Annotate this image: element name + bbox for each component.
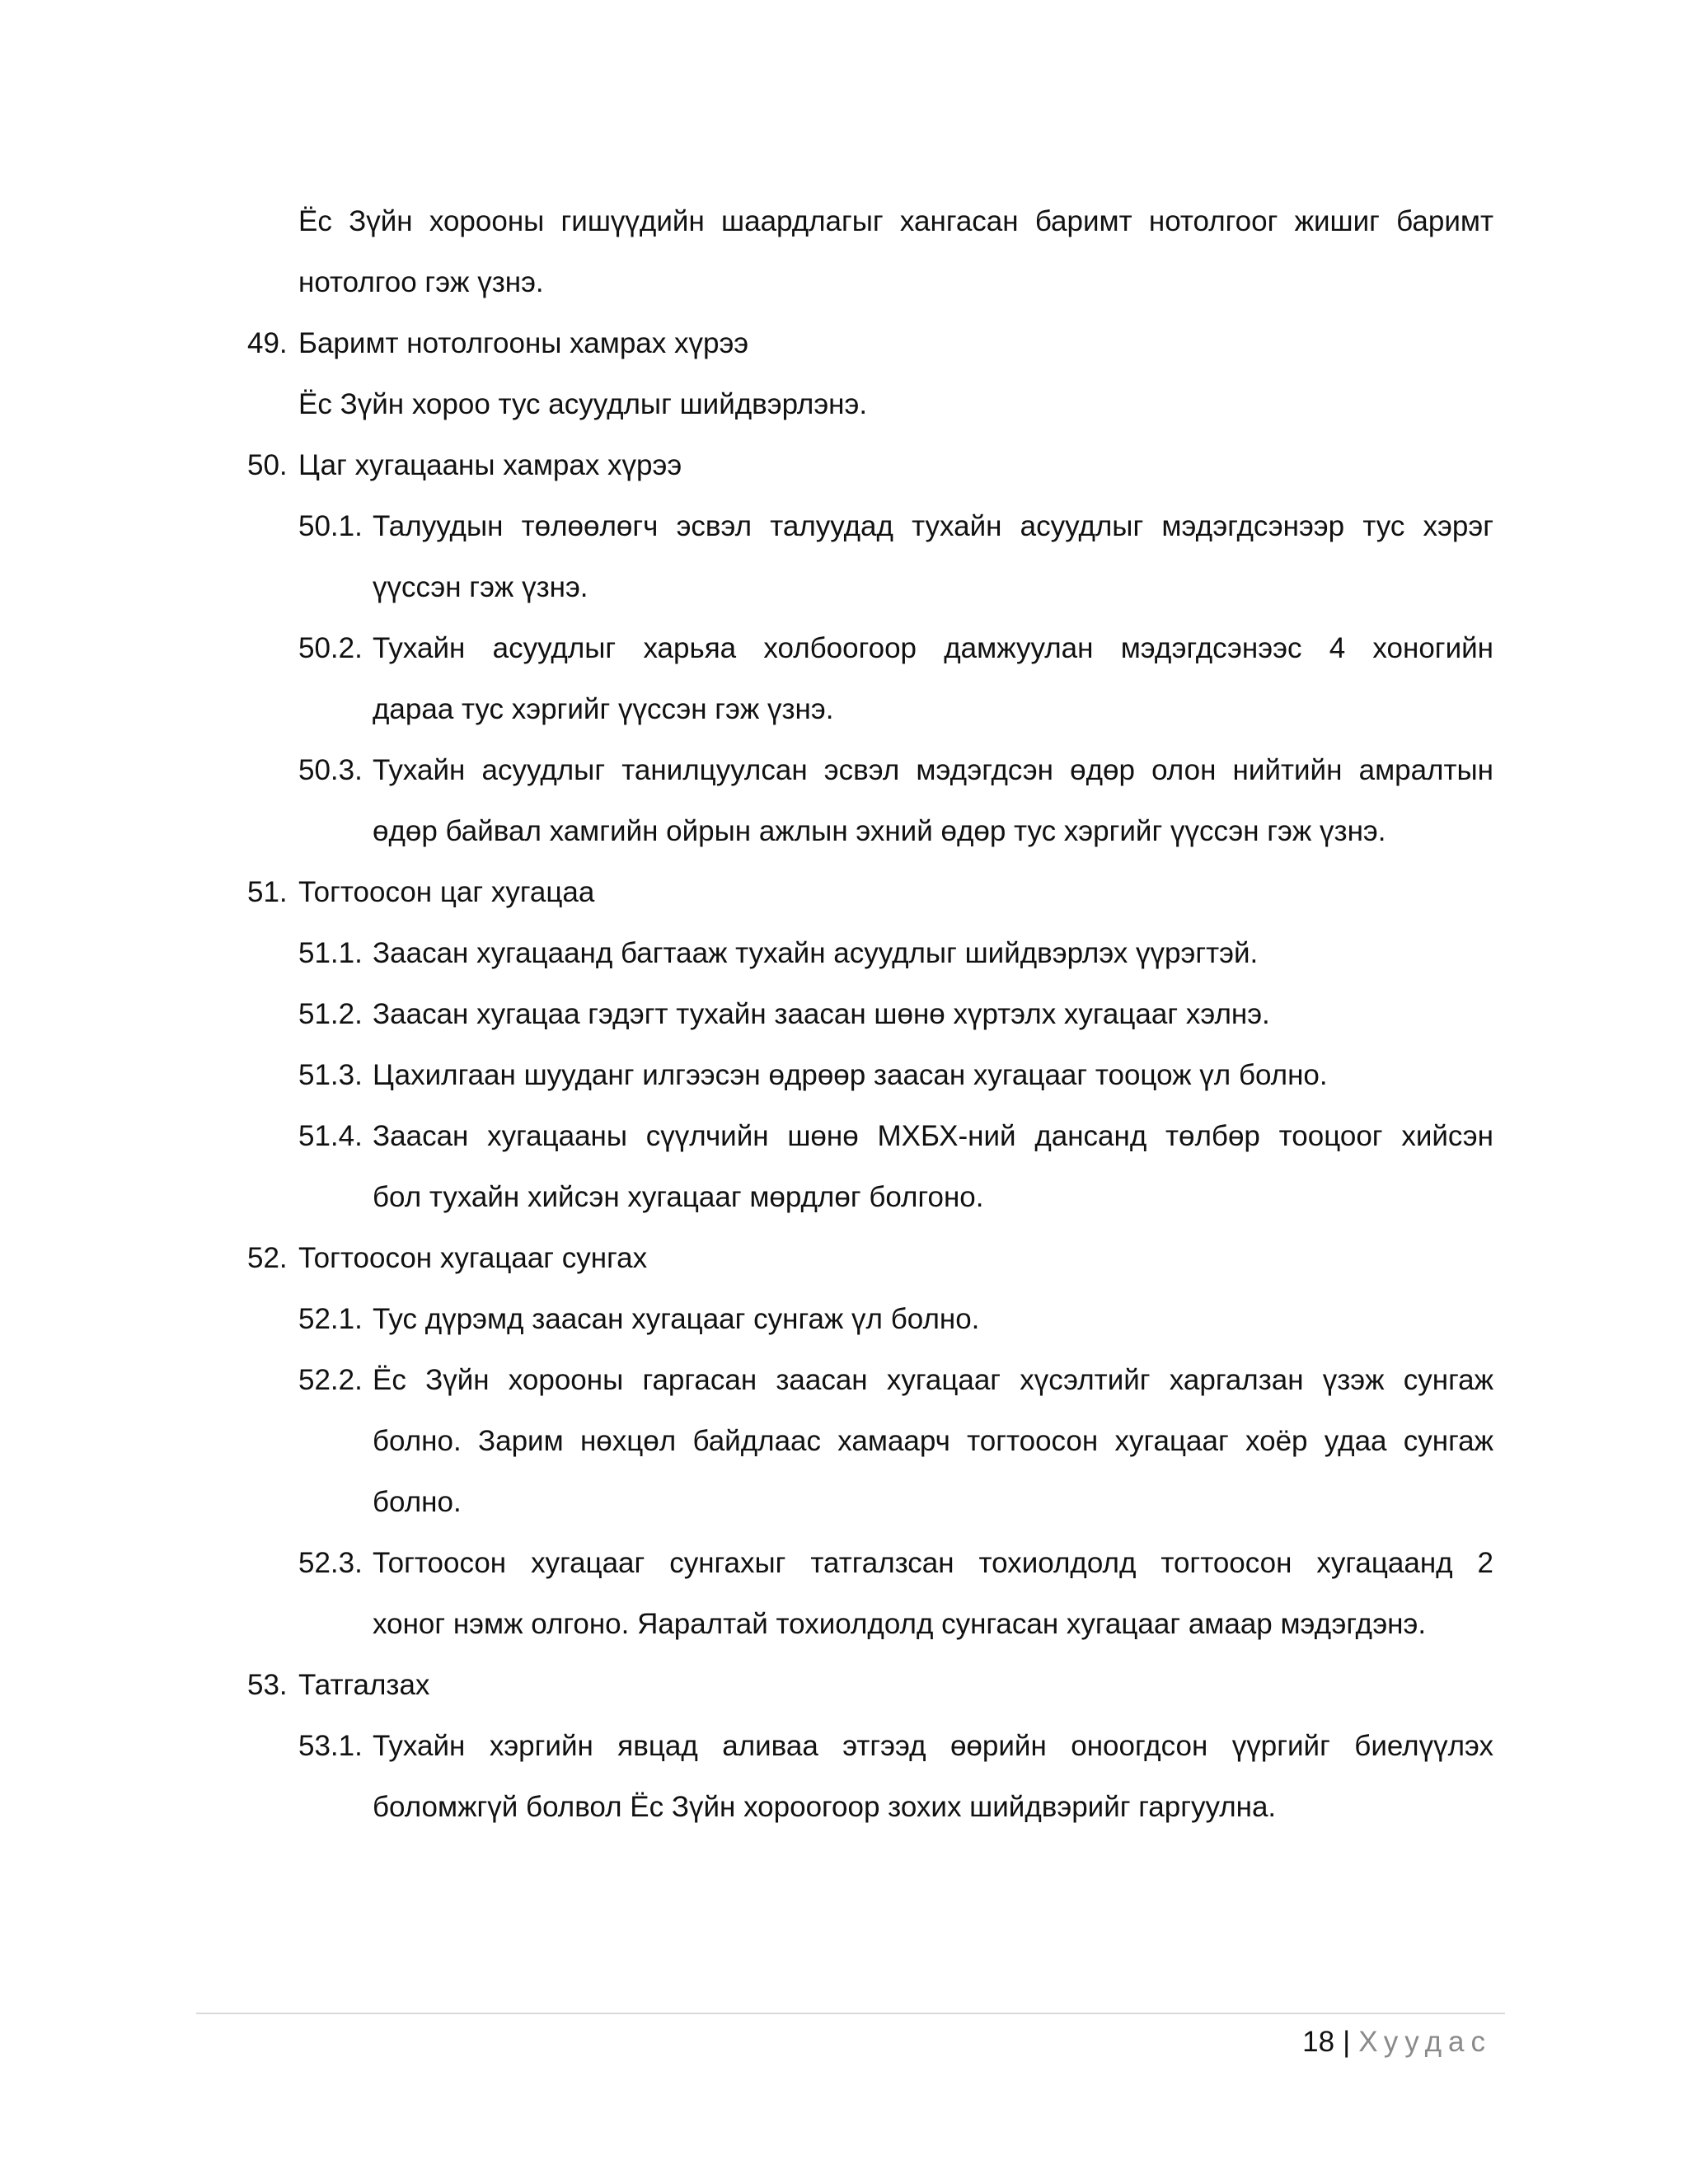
subsection-line: дараа тус хэргийг үүссэн гэж үзнэ. [373, 693, 834, 725]
subsection-51-4 [298, 1106, 1493, 1228]
section-number: 50. [247, 449, 288, 481]
subsection-line: Тухайн асуудлыг харьяа холбоогоор дамжуулан мэдэгдсэнээс 4 хоногийн [373, 632, 1493, 664]
section-title: Баримт нотолгооны хамрах хүрээ [298, 327, 749, 359]
section-49 [247, 313, 1493, 435]
subsection-number: 52.2. [298, 1364, 363, 1396]
subsection-51-1 [298, 923, 1493, 984]
section-title: Тогтоосон цаг хугацаа [298, 876, 595, 908]
subsection-51-3 [298, 1045, 1493, 1106]
subsection-52-2 [298, 1350, 1493, 1533]
page-label: Хуудас [1358, 2026, 1492, 2058]
subsection-line: Талуудын төлөөлөгч эсвэл талуудад тухайн асуудлыг мэдэгдсэнээр тус хэрэг [373, 510, 1493, 542]
subsection-line: болно. Зарим нөхцөл байдлаас хамаарч тогтоосон хугацааг хоёр удаа сунгаж [373, 1425, 1493, 1457]
section-number: 52. [247, 1242, 288, 1274]
section-50 [247, 435, 1493, 862]
subsection-50-1 [298, 496, 1493, 618]
subsection-line: Заасан хугацаа гэдэгт тухайн заасан шөнө хүртэлх хугацааг хэлнэ. [373, 998, 1270, 1030]
section-53 [247, 1655, 1493, 1838]
subsection-line: хоног нэмж олгоно. Яаралтай тохиолдолд сунгасан хугацааг амаар мэдэгдэнэ. [373, 1608, 1427, 1640]
section-title: Татгалзах [298, 1669, 430, 1701]
subsection-50-3 [298, 740, 1493, 862]
subsection-line: Тус дүрэмд заасан хугацааг сунгаж үл болно. [373, 1303, 980, 1335]
document-body [247, 191, 1493, 1838]
subsection-52-3 [298, 1533, 1493, 1655]
subsection-number: 51.2. [298, 998, 363, 1030]
section-body: Ёс Зүйн хороо тус асуудлыг шийдвэрлэнэ. [298, 388, 868, 420]
subsection-line: бол тухайн хийсэн хугацааг мөрдлөг болгоно. [373, 1181, 984, 1213]
section-number: 51. [247, 876, 288, 908]
subsection-number: 51.4. [298, 1120, 363, 1152]
page-footer [1302, 2018, 1492, 2067]
section-number: 53. [247, 1669, 288, 1701]
subsection-number: 50.3. [298, 754, 363, 786]
subsection-number: 53.1. [298, 1730, 363, 1762]
intro-line: нотолгоо гэж үзнэ. [298, 266, 544, 298]
subsection-52-1 [298, 1289, 1493, 1350]
subsection-line: Цахилгаан шуудaнг илгээсэн өдрөөр заасан хугацааг тооцож үл болно. [373, 1059, 1328, 1091]
subsection-line: болно. [373, 1486, 462, 1518]
footer-separator: | [1343, 2026, 1351, 2058]
subsection-number: 51.3. [298, 1059, 363, 1091]
subsection-number: 52.1. [298, 1303, 363, 1335]
subsection-line: Тогтоосон хугацааг сунгахыг татгалзсан тохиолдолд тогтоосон хугацаанд 2 [373, 1547, 1493, 1579]
subsection-line: үүссэн гэж үзнэ. [373, 571, 588, 603]
subsection-line: Тухайн хэргийн явцад аливаа этгээд өөрийн оноогдсон үүргийг биелүүлэх [373, 1730, 1493, 1762]
page-number: 18 [1302, 2026, 1335, 2058]
section-number: 49. [247, 327, 288, 359]
intro-paragraph [247, 191, 1493, 313]
subsection-line: Тухайн асуудлыг танилцуулсан эсвэл мэдэгдсэн өдөр олон нийтийн амралтын [373, 754, 1493, 786]
subsection-51-2 [298, 984, 1493, 1045]
subsection-line: Заасан хугацааны сүүлчийн шөнө МХБХ-ний дансанд төлбөр тооцоог хийсэн [373, 1120, 1493, 1152]
intro-line: Ёс Зүйн хорооны гишүүдийн шаардлагыг хангасан баримт нотолгоог жишиг баримт [298, 205, 1493, 237]
footer-divider [196, 2013, 1505, 2014]
subsection-50-2 [298, 618, 1493, 740]
subsection-number: 50.2. [298, 632, 363, 664]
subsection-number: 52.3. [298, 1547, 363, 1579]
subsection-line: боломжгүй болвол Ёс Зүйн хороогоор зохих шийдвэрийг гаргуулна. [373, 1791, 1277, 1823]
section-52 [247, 1228, 1493, 1655]
subsection-53-1 [298, 1716, 1493, 1838]
subsection-number: 50.1. [298, 510, 363, 542]
subsection-line: Ёс Зүйн хорооны гаргасан заасан хугацааг хүсэлтийг харгалзан үзэж сунгаж [373, 1364, 1493, 1396]
section-title: Цаг хугацааны хамрах хүрээ [298, 449, 682, 481]
subsection-line: Заасан хугацаанд багтааж тухайн асуудлыг шийдвэрлэх үүрэгтэй. [373, 937, 1259, 969]
section-51 [247, 862, 1493, 1228]
section-title: Тогтоосон хугацааг сунгах [298, 1242, 648, 1274]
subsection-line: өдөр байвал хамгийн ойрын ажлын эхний өдөр тус хэргийг үүссэн гэж үзнэ. [373, 815, 1386, 847]
subsection-number: 51.1. [298, 937, 363, 969]
